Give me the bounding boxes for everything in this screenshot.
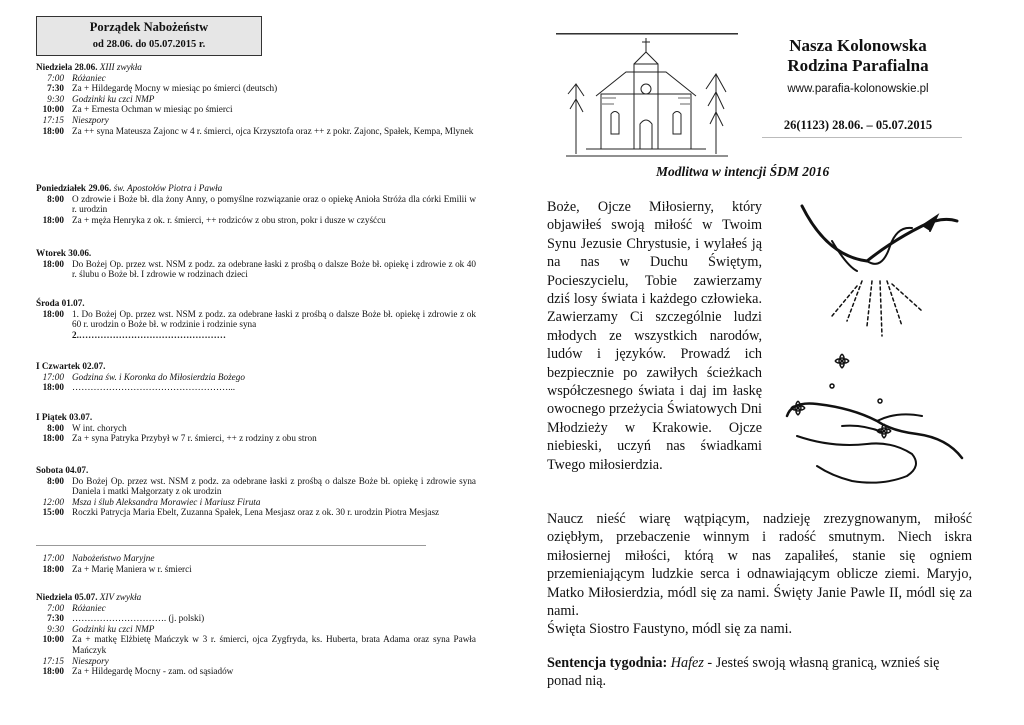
mass-row: 18:00 Do Bożej Op. przez wst. NSM z podz. za odebrane łaski z prośbą o dalsze Boże bł. opiekę i zdrowie z ok 40 r. ślubu o Boże bł. I zdrowie w rodzinach dzieci (42, 258, 476, 280)
mass-row: 17:00 Nabożeństwo Maryjne (42, 553, 155, 563)
day-date: Poniedziałek 29.06. św. Apostołów Piotra i Pawła (36, 183, 223, 193)
prayer-title: Modlitwa w intencji ŚDM 2016 (656, 164, 830, 179)
mass-row: 12:00 Msza i ślub Aleksandra Morawiec i Mariusz Firuta (42, 496, 261, 507)
mass-row: 10:00 Za + matkę Elżbietę Mańczyk w 3 r. śmierci, ojca Zygfryda, ks. Huberta, brata Adama oraz syna Pawła Mańczyk (42, 634, 476, 655)
masthead-title: Nasza Kolonowska Rodzina Parafialna (787, 36, 929, 75)
prayer-text-wide: Naucz nieść wiarę wątpiącym, nadzieję zrezygnowanym, miłość oziębłym, przebaczenie winnym i radość smutnym. Niech iskra miłosiernej miłości, którą w nas zapaliłeś, stanie się ogniem przemieniającym ludzkie serca i odnawiającym oblicze ziemi. Maryjo, Matko Miłosierdzia, módl się za nami. Święty Janie Pawle II, módl się za nami. Święta Siostro Faustyno, módl się za nami. (547, 511, 972, 638)
day-block (36, 298, 476, 340)
day-date: I Piątek 03.07. (36, 412, 93, 422)
day-block (36, 183, 476, 225)
mass-row: 7:30 Za + Hildegardę Mocny w miesiąc po śmierci (deutsch) (47, 83, 278, 94)
schedule-header-box (36, 16, 262, 56)
mass-row: 8:00 Do Bożej Op. przez wst. NSM z podz. za odebrane łaski z prośbą o dalsze Boże bł. opiekę i zdrowie syna Daniela i matki Małgorzaty z ok urodzin (47, 475, 476, 497)
mass-row: 17:15 Nieszpory (42, 114, 109, 125)
day-date: Środa 01.07. (36, 298, 85, 308)
flower-icon (791, 354, 891, 438)
parish-url[interactable]: www.parafia-kolonowskie.pl (787, 83, 929, 95)
issue-number: 26(1123) 28.06. – 05.07.2015 (783, 118, 933, 132)
divider (762, 137, 962, 138)
schedule-title: Porządek Nabożeństw (89, 20, 209, 34)
mass-row: 7:00 Różaniec (47, 602, 106, 613)
day-block (36, 62, 476, 136)
weekly-sentence: Sentencja tygodnia: Hafez - Jesteś swoją własną granicą, wznieś się ponad nią. (547, 655, 940, 690)
mass-row: 18:00 1. Do Bożej Op. przez wst. NSM z podz. za odebrane łaski z prośbą o dalsze Boże bł. opiekę i zdrowie z ok 60 r. urodzin o Boże bł. w rodzinie i rodzinie syna (42, 308, 476, 330)
mass-row: 15:00 Roczki Patrycja Maria Ebelt, Zuzanna Spałek, Lena Mesjasz oraz z ok. 30 r. urodzin Piotra Mesjasz (42, 507, 440, 518)
mass-row: 8:00 O zdrowie i Boże bł. dla żony Anny, o pomyślne rozwiązanie oraz o opiekę Anioła Stróża dla córki Emilii w r. urodzin (47, 193, 476, 215)
mass-row: 18:00 ……………………………………………... (42, 382, 236, 393)
day-date: Niedziela 05.07. XIV zwykła (36, 592, 142, 602)
mass-row: 18:00 Za + syna Patryka Przybył w 7 r. śmierci, ++ z rodziny z obu stron (42, 433, 317, 444)
day-date: I Czwartek 02.07. (36, 361, 106, 371)
mass-row: 7:00 Różaniec (47, 72, 106, 83)
day-block (36, 592, 476, 677)
mass-row: 8:00 W int. chorych (47, 422, 127, 433)
mass-row: 18:00 Za + Marię Maniera w r. śmierci (42, 563, 192, 574)
mass-row: 7:30 …………………………. (j. polski) (47, 613, 205, 624)
divider (36, 545, 426, 546)
day-date: Niedziela 28.06. XIII zwykła (36, 62, 142, 72)
mass-row: 18:00 Za ++ syna Mateusza Zajonc w 4 r. śmierci, ojca Krzysztofa oraz ++ z pokr. Zajonc, Spałek, Kempa, Mlynek (42, 125, 474, 136)
day-block (36, 465, 476, 518)
day-block (36, 248, 476, 280)
schedule-range: od 28.06. do 05.07.2015 r. (92, 39, 206, 50)
mass-row: 18:00 Za + Hildegardę Mocny - zam. od sąsiadów (42, 666, 234, 677)
mass-row: 17:00 Godzina św. i Koronka do Miłosierdzia Bożego (42, 371, 245, 382)
day-block (36, 361, 476, 393)
dove-hand-illustration (772, 186, 972, 516)
day-date: Sobota 04.07. (36, 465, 89, 475)
mass-row: 17:15 Nieszpory (42, 655, 109, 666)
day-block (36, 553, 476, 574)
mass-row: 9:30 Godzinki ku czci NMP (47, 93, 155, 104)
mass-row: 10:00 Za + Ernesta Ochman w miesiąc po śmierci (42, 104, 233, 115)
day-date: Wtorek 30.06. (36, 248, 92, 258)
mass-row: 9:30 Godzinki ku czci NMP (47, 623, 155, 634)
mass-row: 18:00 Za + męża Henryka z ok. r. śmierci, ++ rodziców z obu stron, pokr i dusze w czyśćcu (42, 214, 386, 225)
prayer-text-narrow: Boże, Ojcze Miłosierny, który objawiłeś swoją miłość w Twoim Synu Jezusie Chrystusie, i wylałeś ją na nas w Duchu Świętym, Pocieszycielu, Tobie zawierzamy dziś losy świata i każdego człowieka. Zawierzamy Ci szczególnie ludzi młodych ze wszystkich narodów, ludów i języków. Prowadź ich bezpiecznie po zawiłych ścieżkach współczesnego świata i daj im łaskę owocnego przeżycia Światowych Dni Młodzieży w Krakowie. Ojcze niebieski, uczyń nas świadkami Twego miłosierdzia. (547, 199, 762, 473)
church-illustration (556, 33, 738, 160)
mass-row: 2.………………………………………… (72, 329, 226, 340)
day-block (36, 412, 476, 444)
